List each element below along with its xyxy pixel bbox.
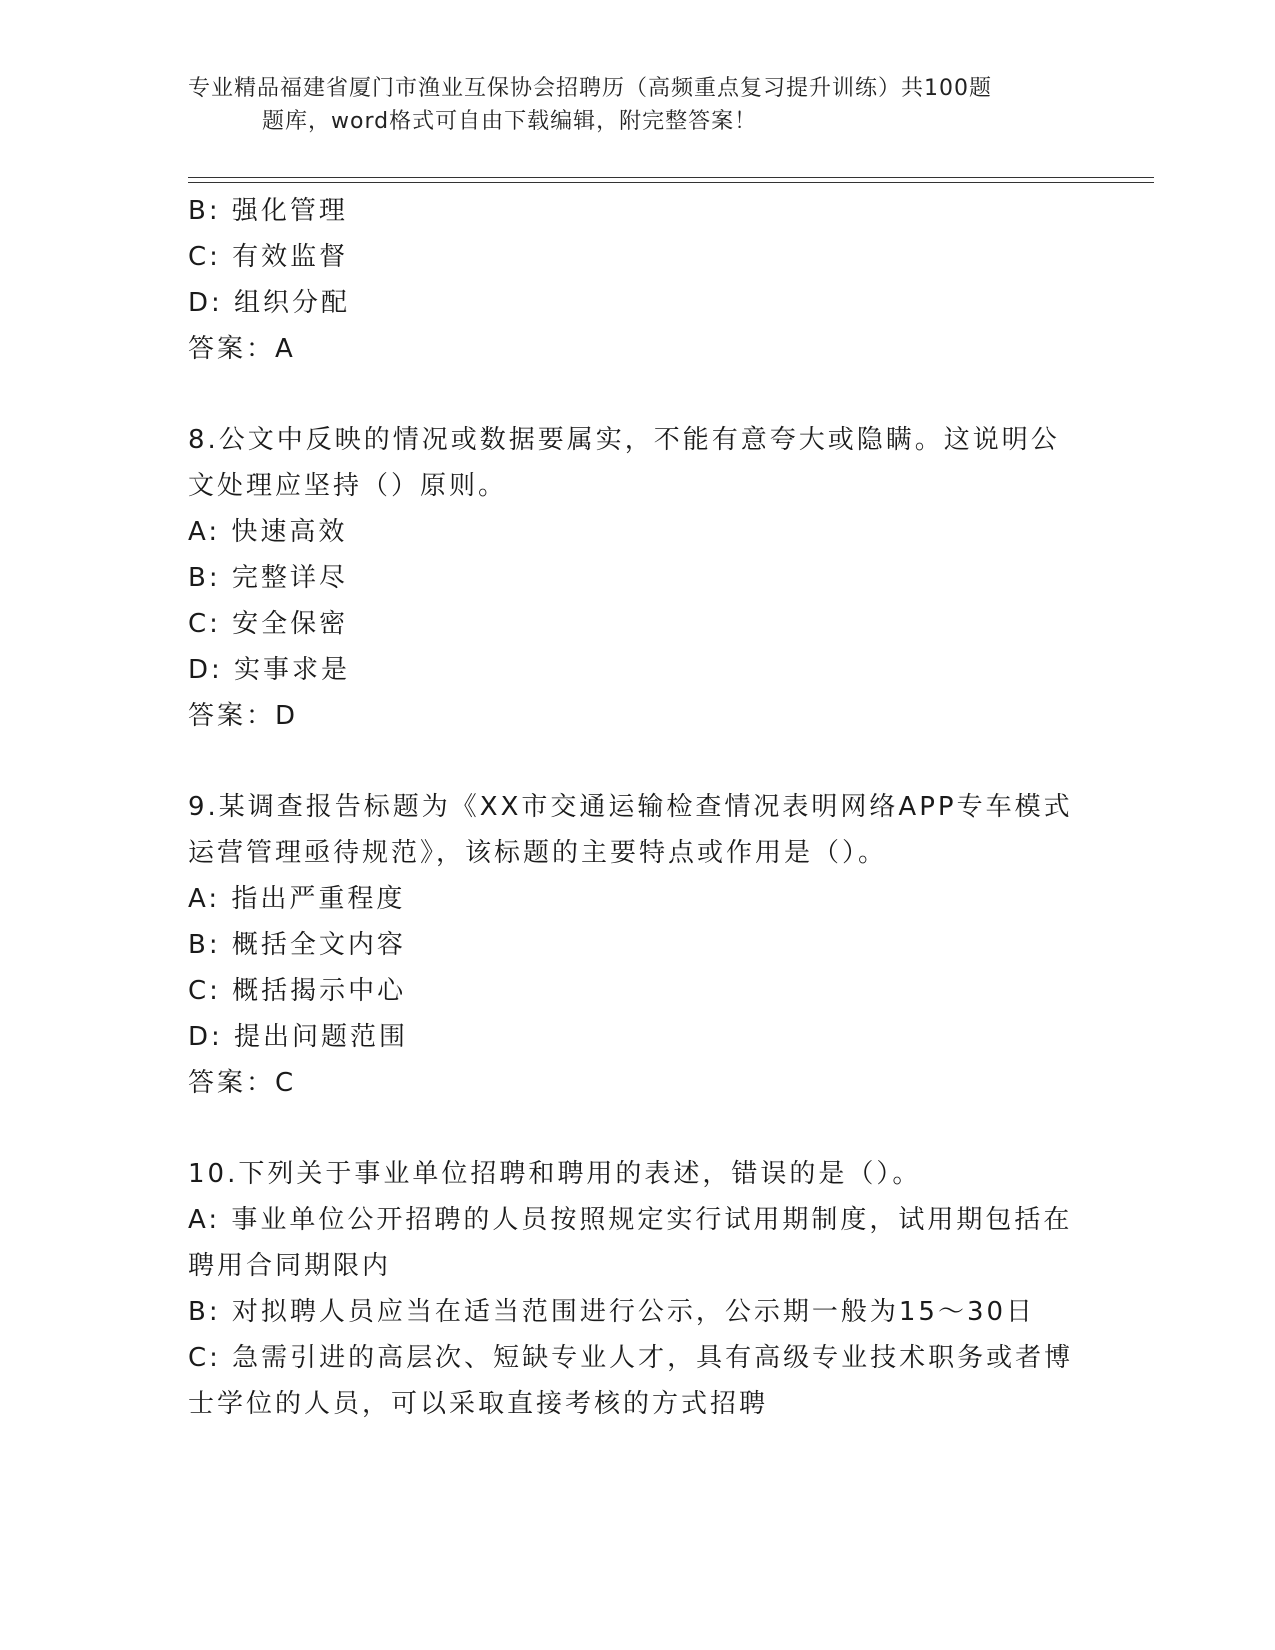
option-c: C: 有效监督: [188, 242, 349, 272]
option-c: C: 概括揭示中心: [188, 976, 407, 1006]
option-d: D: 实事求是: [188, 655, 351, 685]
option-d: D: 组织分配: [188, 288, 351, 318]
answer-line: 答案：A: [188, 334, 296, 364]
option-b: B: 强化管理: [188, 196, 348, 226]
option-b: B: 对拟聘人员应当在适当范围进行公示，公示期一般为15～30日: [188, 1297, 1036, 1327]
question-stem-line-1: 10.下列关于事业单位招聘和聘用的表述，错误的是（）。: [188, 1159, 922, 1189]
header-title-line-1: 专业精品福建省厦门市渔业互保协会招聘历（高频重点复习提升训练）共100题: [188, 76, 992, 101]
option-c: C: 安全保密: [188, 609, 349, 639]
question-9: [188, 784, 1088, 1106]
option-c-line-1: C: 急需引进的高层次、短缺专业人才，具有高级专业技术职务或者博: [188, 1343, 1074, 1373]
header-divider-top: [188, 177, 1154, 178]
question-stem-line-1: 8.公文中反映的情况或数据要属实，不能有意夸大或隐瞒。这说明公: [188, 425, 1060, 455]
question-stem-line-1: 9.某调查报告标题为《XX市交通运输检查情况表明网络APP专车模式: [188, 792, 1073, 822]
option-a-line-1: A: 事业单位公开招聘的人员按照规定实行试用期制度，试用期包括在: [188, 1205, 1073, 1235]
prev-question: [188, 188, 1088, 372]
question-8: [188, 417, 1088, 739]
option-c-line-2: 士学位的人员，可以采取直接考核的方式招聘: [188, 1389, 769, 1419]
question-stem-line-2: 运营管理亟待规范》，该标题的主要特点或作用是（）。: [188, 838, 888, 868]
option-a: A: 快速高效: [188, 517, 348, 547]
question-stem-line-2: 文处理应坚持（）原则。: [188, 471, 508, 501]
document-header: [188, 72, 1068, 138]
option-b: B: 完整详尽: [188, 563, 348, 593]
option-b: B: 概括全文内容: [188, 930, 406, 960]
header-title-line-2: 题库，word格式可自由下载编辑，附完整答案！: [262, 109, 758, 134]
question-content: [188, 188, 1088, 1427]
question-10: [188, 1151, 1088, 1427]
header-divider-bottom: [188, 182, 1154, 183]
option-d: D: 提出问题范围: [188, 1022, 409, 1052]
answer-line: 答案：C: [188, 1068, 297, 1098]
option-a-line-2: 聘用合同期限内: [188, 1251, 392, 1281]
answer-line: 答案：D: [188, 701, 299, 731]
option-a: A: 指出严重程度: [188, 884, 406, 914]
